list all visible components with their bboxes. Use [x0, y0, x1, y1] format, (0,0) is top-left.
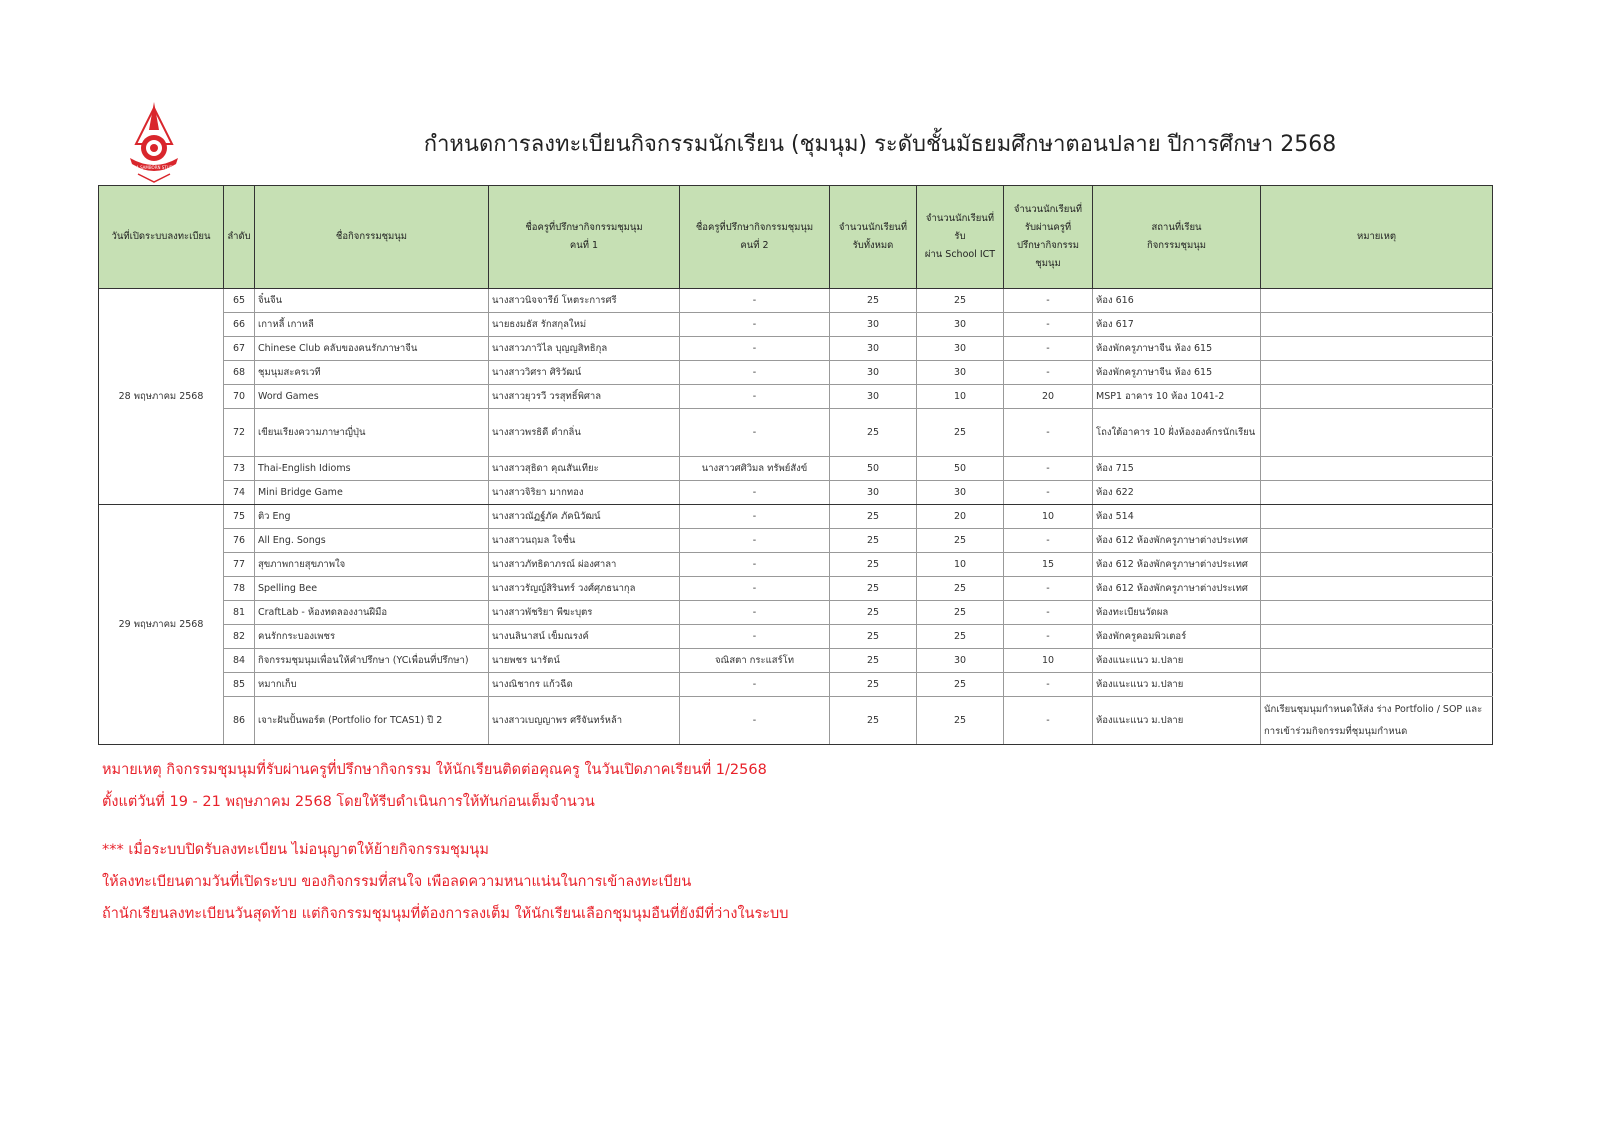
club-name: จิ๋นจีน: [255, 289, 489, 313]
header-remark: หมายเหตุ: [1261, 186, 1493, 289]
total-count: 50: [830, 457, 917, 481]
place-name: ห้องพักครูคอมพิวเตอร์: [1093, 625, 1261, 649]
teacher1-name: นางสาวยุวรวี วรสุทธิ์พิศาล: [489, 385, 680, 409]
row-number: 66: [224, 313, 255, 337]
club-name: เกาหลี้ เกาหลี: [255, 313, 489, 337]
header-advisor: จำนวนนักเรียนที่ รับผ่านครูที่ ปรึกษากิจกรรม ชุมนุม: [1004, 186, 1093, 289]
teacher1-name: นายธงมธัส รักสกุลใหม่: [489, 313, 680, 337]
row-number: 85: [224, 673, 255, 697]
remark-text: [1261, 649, 1493, 673]
club-name: หมากเก็บ: [255, 673, 489, 697]
club-name: Chinese Club คลับของคนรักภาษาจีน: [255, 337, 489, 361]
club-name: ติว Eng: [255, 505, 489, 529]
total-count: 30: [830, 385, 917, 409]
header-date: วันที่เปิดระบบลงทะเบียน: [99, 186, 224, 289]
teacher1-name: นางสาวพรธิดี ดำกลิ่น: [489, 409, 680, 457]
place-name: ห้อง 514: [1093, 505, 1261, 529]
total-count: 25: [830, 673, 917, 697]
remark-text: [1261, 337, 1493, 361]
teacher2-name: นางสาวศศิวิมล ทรัพย์สังข์: [680, 457, 830, 481]
advisor-count: 10: [1004, 649, 1093, 673]
advisor-count: -: [1004, 601, 1093, 625]
teacher1-name: นางสาววิศรา ศิริวัฒน์: [489, 361, 680, 385]
note-line: หมายเหตุ กิจกรรมชุมนุมที่รับผ่านครูที่ปรึกษากิจกรรม ให้นักเรียนติดต่อคุณครู ในวันเปิดภาคเรียนที่ 1/2568: [102, 762, 767, 778]
table-header-row: [99, 186, 1493, 289]
header-name: ชื่อกิจกรรมชุมนุม: [255, 186, 489, 289]
club-name: Word Games: [255, 385, 489, 409]
teacher2-name: -: [680, 577, 830, 601]
notes-section: [102, 754, 788, 930]
table-row: [99, 337, 1493, 361]
remark-text: [1261, 529, 1493, 553]
ict-count: 25: [917, 625, 1004, 649]
teacher1-name: นางสาวเบญญาพร ศรีจันทร์หล้า: [489, 697, 680, 745]
ict-count: 25: [917, 409, 1004, 457]
teacher1-name: นางสาวภัทธิดาภรณ์ ผ่องศาลา: [489, 553, 680, 577]
remark-text: [1261, 601, 1493, 625]
table-row: [99, 505, 1493, 529]
teacher2-name: จณิสตา กระแสร์โท: [680, 649, 830, 673]
teacher2-name: -: [680, 601, 830, 625]
teacher1-name: นางสาวภาวิไล บุญญสิทธิกุล: [489, 337, 680, 361]
teacher1-name: นางนลินาสน์ เข็มณรงค์: [489, 625, 680, 649]
ict-count: 25: [917, 697, 1004, 745]
teacher2-name: -: [680, 361, 830, 385]
advisor-count: -: [1004, 529, 1093, 553]
ict-count: 30: [917, 481, 1004, 505]
remark-text: [1261, 289, 1493, 313]
teacher2-name: -: [680, 313, 830, 337]
remark-text: [1261, 361, 1493, 385]
place-name: ห้อง 612 ห้องพักครูภาษาต่างประเทศ: [1093, 577, 1261, 601]
place-name: ห้อง 612 ห้องพักครูภาษาต่างประเทศ: [1093, 529, 1261, 553]
place-name: ห้องทะเบียนวัดผล: [1093, 601, 1261, 625]
ict-count: 20: [917, 505, 1004, 529]
remark-text: [1261, 625, 1493, 649]
page-title: กำหนดการลงทะเบียนกิจกรรมนักเรียน (ชุมนุม) ระดับชั้นมัธยมศึกษาตอนปลาย ปีการศึกษา 2568: [423, 132, 1337, 157]
table-row: [99, 673, 1493, 697]
row-number: 67: [224, 337, 255, 361]
club-name: กิจกรรมชุมนุมเพื่อนให้คำปรึกษา (YCเพื่อนที่ปรึกษา): [255, 649, 489, 673]
club-name: Thai-English Idioms: [255, 457, 489, 481]
ict-count: 25: [917, 529, 1004, 553]
ict-count: 30: [917, 337, 1004, 361]
registration-table: [98, 185, 1493, 745]
registration-date: 29 พฤษภาคม 2568: [99, 505, 224, 745]
ict-count: 25: [917, 289, 1004, 313]
advisor-count: -: [1004, 289, 1093, 313]
place-name: ห้องแนะแนว ม.ปลาย: [1093, 673, 1261, 697]
ict-count: 25: [917, 601, 1004, 625]
advisor-count: -: [1004, 697, 1093, 745]
teacher2-name: -: [680, 625, 830, 649]
teacher2-name: -: [680, 481, 830, 505]
table-row: [99, 529, 1493, 553]
table-row: [99, 649, 1493, 673]
school-emblem-icon: [126, 100, 182, 184]
total-count: 30: [830, 313, 917, 337]
row-number: 84: [224, 649, 255, 673]
remark-text: [1261, 481, 1493, 505]
note-line: *** เมื่อระบบปิดรับลงทะเบียน ไม่อนุญาตให้ย้ายกิจกรรมชุมนุม: [102, 842, 489, 858]
row-number: 65: [224, 289, 255, 313]
teacher1-name: นางสาวรัญญ์สิรินทร์ วงศ์ศุภธนากุล: [489, 577, 680, 601]
table-row: [99, 601, 1493, 625]
total-count: 30: [830, 481, 917, 505]
registration-date: 28 พฤษภาคม 2568: [99, 289, 224, 505]
teacher1-name: นางสาวนฤมล ใจชื่น: [489, 529, 680, 553]
remark-text: [1261, 457, 1493, 481]
row-number: 68: [224, 361, 255, 385]
remark-text: [1261, 673, 1493, 697]
total-count: 25: [830, 601, 917, 625]
teacher2-name: -: [680, 337, 830, 361]
club-name: เจาะฝันปั้นพอร์ต (Portfolio for TCAS1) ปี 2: [255, 697, 489, 745]
note-line: ตั้งแต่วันที่ 19 - 21 พฤษภาคม 2568 โดยให้รีบดำเนินการให้ทันก่อนเต็มจำนวน: [102, 794, 595, 810]
table-row: [99, 457, 1493, 481]
remark-text: [1261, 385, 1493, 409]
teacher2-name: -: [680, 697, 830, 745]
teacher1-name: นางสาวนิจจารีย์ โหตระการศรี: [489, 289, 680, 313]
teacher1-name: นางสาวสุธิดา คุณสันเทียะ: [489, 457, 680, 481]
row-number: 78: [224, 577, 255, 601]
row-number: 72: [224, 409, 255, 457]
remark-text: [1261, 577, 1493, 601]
teacher1-name: นางสาวจิริยา มากทอง: [489, 481, 680, 505]
total-count: 25: [830, 649, 917, 673]
ict-count: 10: [917, 553, 1004, 577]
row-number: 74: [224, 481, 255, 505]
header-teacher1: ชื่อครูที่ปรึกษากิจกรรมชุมนุม คนที่ 1: [489, 186, 680, 289]
header-ict: จำนวนนักเรียนที่ รับ ผ่าน School ICT: [917, 186, 1004, 289]
row-number: 86: [224, 697, 255, 745]
place-name: ห้องแนะแนว ม.ปลาย: [1093, 697, 1261, 745]
place-name: ห้องพักครูภาษาจีน ห้อง 615: [1093, 361, 1261, 385]
club-name: สุขภาพกายสุขภาพใจ: [255, 553, 489, 577]
total-count: 25: [830, 505, 917, 529]
header-total: จำนวนนักเรียนที่ รับทั้งหมด: [830, 186, 917, 289]
ict-count: 30: [917, 361, 1004, 385]
row-number: 75: [224, 505, 255, 529]
table-row: [99, 697, 1493, 745]
ict-count: 10: [917, 385, 1004, 409]
header-teacher2: ชื่อครูที่ปรึกษากิจกรรมชุมนุม คนที่ 2: [680, 186, 830, 289]
table-row: [99, 577, 1493, 601]
place-name: โถงใต้อาคาร 10 ฝั่งห้ององค์กรนักเรียน: [1093, 409, 1261, 457]
table-row: [99, 313, 1493, 337]
row-number: 82: [224, 625, 255, 649]
advisor-count: -: [1004, 625, 1093, 649]
teacher1-name: นางสาวณัฏฐ์ภัค ภัคนิวัฒน์: [489, 505, 680, 529]
place-name: ห้องแนะแนว ม.ปลาย: [1093, 649, 1261, 673]
table-row: [99, 481, 1493, 505]
place-name: ห้อง 616: [1093, 289, 1261, 313]
club-name: Mini Bridge Game: [255, 481, 489, 505]
remark-text: นักเรียนชุมนุมกำหนดให้ส่ง ร่าง Portfolio / SOP และการเข้าร่วมกิจกรรมที่ชุมนุมกำหนด: [1261, 697, 1493, 745]
ict-count: 25: [917, 577, 1004, 601]
advisor-count: -: [1004, 337, 1093, 361]
table-row: [99, 409, 1493, 457]
emblem-ribbon-text: DA SAMBORN STUDY: [133, 165, 175, 170]
remark-text: [1261, 313, 1493, 337]
teacher2-name: -: [680, 385, 830, 409]
total-count: 25: [830, 553, 917, 577]
ict-count: 25: [917, 673, 1004, 697]
advisor-count: 15: [1004, 553, 1093, 577]
total-count: 30: [830, 337, 917, 361]
club-name: ชุมนุมสะครเวที: [255, 361, 489, 385]
place-name: ห้อง 617: [1093, 313, 1261, 337]
teacher2-name: -: [680, 289, 830, 313]
remark-text: [1261, 505, 1493, 529]
club-name: เขียนเรียงความภาษาญี่ปุ่น: [255, 409, 489, 457]
total-count: 25: [830, 697, 917, 745]
total-count: 30: [830, 361, 917, 385]
advisor-count: -: [1004, 457, 1093, 481]
teacher1-name: นายพชร นารัตน์: [489, 649, 680, 673]
place-name: ห้องพักครูภาษาจีน ห้อง 615: [1093, 337, 1261, 361]
place-name: ห้อง 612 ห้องพักครูภาษาต่างประเทศ: [1093, 553, 1261, 577]
total-count: 25: [830, 625, 917, 649]
advisor-count: -: [1004, 313, 1093, 337]
row-number: 76: [224, 529, 255, 553]
teacher2-name: -: [680, 553, 830, 577]
remark-text: [1261, 553, 1493, 577]
club-name: CraftLab - ห้องทดลองงานฝีมือ: [255, 601, 489, 625]
advisor-count: -: [1004, 673, 1093, 697]
remark-text: [1261, 409, 1493, 457]
ict-count: 50: [917, 457, 1004, 481]
table-row: [99, 361, 1493, 385]
total-count: 25: [830, 577, 917, 601]
advisor-count: -: [1004, 481, 1093, 505]
total-count: 25: [830, 409, 917, 457]
header-no: ลำดับ: [224, 186, 255, 289]
row-number: 70: [224, 385, 255, 409]
teacher2-name: -: [680, 505, 830, 529]
club-name: Spelling Bee: [255, 577, 489, 601]
advisor-count: -: [1004, 409, 1093, 457]
ict-count: 30: [917, 313, 1004, 337]
row-number: 81: [224, 601, 255, 625]
place-name: MSP1 อาคาร 10 ห้อง 1041-2: [1093, 385, 1261, 409]
advisor-count: 20: [1004, 385, 1093, 409]
ict-count: 30: [917, 649, 1004, 673]
advisor-count: -: [1004, 577, 1093, 601]
advisor-count: -: [1004, 361, 1093, 385]
place-name: ห้อง 622: [1093, 481, 1261, 505]
club-name: All Eng. Songs: [255, 529, 489, 553]
note-line: ให้ลงทะเบียนตามวันที่เปิดระบบ ของกิจกรรมที่สนใจ เพือลดความหนาแน่นในการเข้าลงทะเบียน: [102, 874, 692, 890]
teacher1-name: นางสาวพัชริยา พีฆะบุตร: [489, 601, 680, 625]
club-name: คนรักกระบองเพชร: [255, 625, 489, 649]
table-row: [99, 625, 1493, 649]
teacher2-name: -: [680, 529, 830, 553]
table-row: [99, 385, 1493, 409]
teacher2-name: -: [680, 673, 830, 697]
header-place: สถานที่เรียน กิจกรรมชุมนุม: [1093, 186, 1261, 289]
row-number: 73: [224, 457, 255, 481]
table-row: [99, 553, 1493, 577]
note-line: ถ้านักเรียนลงทะเบียนวันสุดท้าย แต่กิจกรรมชุมนุมที่ต้องการลงเต็ม ให้นักเรียนเลือกชุมนุมอืนที่ยังมีที่ว่างในระบบ: [102, 906, 789, 922]
table-row: [99, 289, 1493, 313]
teacher1-name: นางณิชากร แก้วฉีด: [489, 673, 680, 697]
advisor-count: 10: [1004, 505, 1093, 529]
total-count: 25: [830, 289, 917, 313]
total-count: 25: [830, 529, 917, 553]
row-number: 77: [224, 553, 255, 577]
teacher2-name: -: [680, 409, 830, 457]
place-name: ห้อง 715: [1093, 457, 1261, 481]
